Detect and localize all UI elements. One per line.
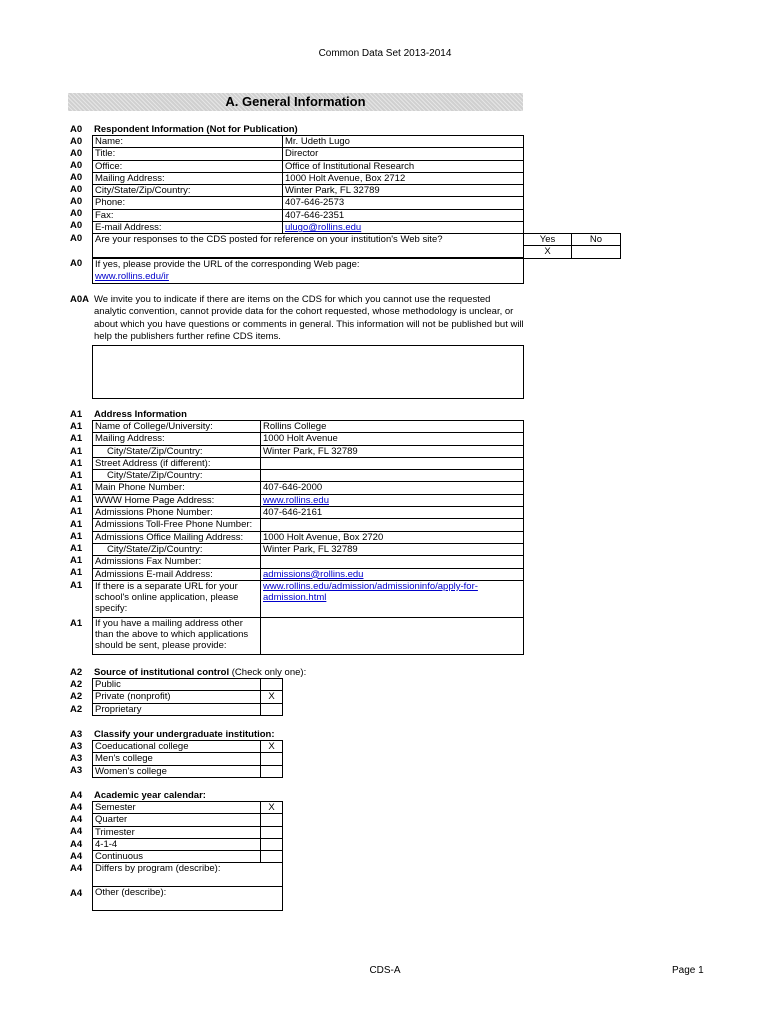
- table-row: [93, 753, 283, 765]
- posted-question-table: [92, 233, 621, 259]
- row-label: Fax:: [93, 209, 283, 221]
- row-label: City/State/Zip/Country:: [93, 185, 283, 197]
- table-row: [93, 482, 524, 494]
- option-label: Public: [93, 679, 261, 691]
- a0a-text: We invite you to indicate if there are items on the CDS for which you cannot use the requested analytic convention, cannot provide data for the cohort requested, whose methodology is unclear, or about which you have questions or comments in general. This information will not be published but will help the publishers further refine CDS items.: [94, 294, 524, 343]
- item-code: A1: [70, 580, 83, 591]
- item-code: A1: [70, 458, 83, 469]
- college-name-value[interactable]: Rollins College: [261, 421, 524, 433]
- item-code: A1: [70, 543, 83, 554]
- admissions-address-value[interactable]: 1000 Holt Avenue, Box 2720: [261, 531, 524, 543]
- url-prompt: If yes, please provide the URL of the corresponding Web page:: [95, 259, 360, 270]
- row-label: WWW Home Page Address:: [93, 494, 261, 506]
- item-code: A1: [70, 421, 83, 432]
- trimester-checkbox[interactable]: [261, 826, 283, 838]
- respondent-phone-value[interactable]: 407-646-2573: [283, 197, 524, 209]
- main-phone-value[interactable]: 407-646-2000: [261, 482, 524, 494]
- table-row: [93, 531, 524, 543]
- differs-by-program-field[interactable]: Differs by program (describe):: [93, 863, 283, 887]
- public-checkbox[interactable]: [261, 679, 283, 691]
- table-row: [93, 457, 524, 469]
- mailing-city-value[interactable]: Winter Park, FL 32789: [261, 445, 524, 457]
- home-page-link[interactable]: www.rollins.edu: [261, 494, 524, 506]
- a2-heading-note: (Check only one):: [229, 667, 307, 678]
- online-application-link[interactable]: www.rollins.edu/admission/admissioninfo/apply-for-admission.html: [261, 580, 524, 617]
- item-code: A0: [70, 233, 83, 244]
- control-table: [92, 678, 283, 716]
- row-label: Admissions Office Mailing Address:: [93, 531, 261, 543]
- item-code: A1: [70, 506, 83, 517]
- item-code: A2: [70, 679, 83, 690]
- admissions-fax-value[interactable]: [261, 556, 524, 568]
- option-label: Coeducational college: [93, 741, 261, 753]
- option-label: Women's college: [93, 765, 261, 777]
- item-code: A1: [70, 519, 83, 530]
- url-box: [92, 257, 524, 284]
- row-label: Name:: [93, 136, 283, 148]
- table-row: [93, 580, 524, 617]
- row-label: Name of College/University:: [93, 421, 261, 433]
- yes-label: Yes: [524, 234, 572, 246]
- row-label: Admissions Phone Number:: [93, 507, 261, 519]
- no-label: No: [572, 234, 621, 246]
- street-address-value[interactable]: [261, 457, 524, 469]
- row-label: E-mail Address:: [93, 222, 283, 234]
- other-describe-field[interactable]: Other (describe):: [93, 887, 283, 911]
- row-label: City/State/Zip/Country:: [93, 470, 261, 482]
- semester-checkbox[interactable]: X: [261, 802, 283, 814]
- item-code: A0: [70, 172, 83, 183]
- table-row: [93, 814, 283, 826]
- table-row: [93, 802, 283, 814]
- alt-address-value[interactable]: [261, 617, 524, 654]
- table-row: [93, 507, 524, 519]
- street-city-value[interactable]: [261, 470, 524, 482]
- a2-heading-text: Source of institutional control: [94, 667, 230, 678]
- a1-heading: Address Information: [94, 409, 187, 420]
- option-label: Semester: [93, 802, 261, 814]
- row-label: Phone:: [93, 197, 283, 209]
- proprietary-checkbox[interactable]: [261, 703, 283, 715]
- toll-free-value[interactable]: [261, 519, 524, 531]
- option-label: Quarter: [93, 814, 261, 826]
- item-code: A3: [70, 741, 83, 752]
- row-label: If you have a mailing address other than the above to which applications should be sent, please provide:: [93, 617, 261, 654]
- a0-heading: Respondent Information (Not for Publication): [94, 124, 298, 135]
- item-code: A4: [70, 790, 83, 801]
- table-row: [93, 136, 524, 148]
- respondent-title-value[interactable]: Director: [283, 148, 524, 160]
- table-row: [93, 543, 524, 555]
- table-row: [93, 617, 524, 654]
- item-code: A3: [70, 753, 83, 764]
- table-row: [93, 679, 283, 691]
- table-row: [93, 741, 283, 753]
- table-row: [93, 826, 283, 838]
- table-row: [93, 838, 283, 850]
- table-row: [93, 148, 524, 160]
- item-code: A1: [70, 555, 83, 566]
- four-one-four-checkbox[interactable]: [261, 838, 283, 850]
- table-row: [93, 568, 524, 580]
- item-code: A2: [70, 667, 83, 678]
- yes-checkbox[interactable]: X: [524, 246, 572, 258]
- table-row: [93, 887, 283, 911]
- option-label: Men's college: [93, 753, 261, 765]
- option-label: Proprietary: [93, 703, 261, 715]
- quarter-checkbox[interactable]: [261, 814, 283, 826]
- row-label: City/State/Zip/Country:: [93, 543, 261, 555]
- respondent-fax-value[interactable]: 407-646-2351: [283, 209, 524, 221]
- item-code: A3: [70, 729, 83, 740]
- table-row: [93, 691, 283, 703]
- item-code: A0: [70, 258, 83, 269]
- classify-table: [92, 740, 283, 778]
- option-label: Trimester: [93, 826, 261, 838]
- option-label: Continuous: [93, 851, 261, 863]
- item-code: A4: [70, 839, 83, 850]
- item-code: A0: [70, 160, 83, 171]
- respondent-email-link[interactable]: ulugo@rollins.edu: [283, 222, 524, 234]
- respondent-name-value[interactable]: Mr. Udeth Lugo: [283, 136, 524, 148]
- table-row: [93, 197, 524, 209]
- item-code: A4: [70, 814, 83, 825]
- row-label: If there is a separate URL for your school's online application, please specify:: [93, 580, 261, 617]
- table-row: [93, 209, 524, 221]
- item-code: A0: [70, 124, 83, 135]
- address-table: [92, 420, 524, 655]
- admissions-phone-value[interactable]: 407-646-2161: [261, 507, 524, 519]
- admissions-email-link[interactable]: admissions@rollins.edu: [261, 568, 524, 580]
- coeducational-checkbox[interactable]: X: [261, 741, 283, 753]
- item-code: A1: [70, 567, 83, 578]
- item-code: A4: [70, 802, 83, 813]
- table-row: [93, 470, 524, 482]
- item-code: A1: [70, 494, 83, 505]
- item-code: A4: [70, 851, 83, 862]
- calendar-table: [92, 801, 283, 911]
- item-code: A4: [70, 826, 83, 837]
- table-row: [93, 160, 524, 172]
- row-label: Admissions E-mail Address:: [93, 568, 261, 580]
- respondent-office-value[interactable]: Office of Institutional Research: [283, 160, 524, 172]
- item-code: A0: [70, 184, 83, 195]
- mens-college-checkbox[interactable]: [261, 753, 283, 765]
- item-code: A1: [70, 618, 83, 629]
- table-row: [93, 765, 283, 777]
- table-row: [93, 445, 524, 457]
- a4-heading: Academic year calendar:: [94, 790, 206, 801]
- item-code: A1: [70, 470, 83, 481]
- item-code: A4: [70, 863, 83, 874]
- table-row: [93, 703, 283, 715]
- item-code: A2: [70, 691, 83, 702]
- item-code: A0: [70, 220, 83, 231]
- item-code: A4: [70, 888, 83, 899]
- item-code: A0: [70, 136, 83, 147]
- row-label: Office:: [93, 160, 283, 172]
- mailing-address-value[interactable]: 1000 Holt Avenue: [261, 433, 524, 445]
- item-code: A3: [70, 765, 83, 776]
- row-label: Mailing Address:: [93, 433, 261, 445]
- respondent-city-value[interactable]: Winter Park, FL 32789: [283, 185, 524, 197]
- table-row: [93, 433, 524, 445]
- page-number: Page 1: [672, 965, 704, 976]
- row-label: Main Phone Number:: [93, 482, 261, 494]
- womens-college-checkbox[interactable]: [261, 765, 283, 777]
- private-nonprofit-checkbox[interactable]: X: [261, 691, 283, 703]
- respondent-address-value[interactable]: 1000 Holt Avenue, Box 2712: [283, 172, 524, 184]
- a3-heading: Classify your undergraduate institution:: [94, 729, 275, 740]
- table-row: [93, 185, 524, 197]
- item-code: A0A: [70, 294, 90, 305]
- row-label: Mailing Address:: [93, 172, 283, 184]
- table-row: [93, 421, 524, 433]
- option-label: 4-1-4: [93, 838, 261, 850]
- item-code: A1: [70, 482, 83, 493]
- a2-heading: [94, 667, 306, 678]
- row-label: City/State/Zip/Country:: [93, 445, 261, 457]
- section-title: A. General Information: [68, 93, 523, 111]
- item-code: A0: [70, 148, 83, 159]
- table-row: [93, 172, 524, 184]
- table-row: [93, 556, 524, 568]
- continuous-checkbox[interactable]: [261, 851, 283, 863]
- option-label: Private (nonprofit): [93, 691, 261, 703]
- respondent-table: [92, 135, 524, 234]
- table-row: [93, 863, 283, 887]
- item-code: A1: [70, 446, 83, 457]
- item-code: A2: [70, 704, 83, 715]
- item-code: A1: [70, 409, 83, 420]
- table-row: [93, 494, 524, 506]
- item-code: A0: [70, 208, 83, 219]
- ir-url-link[interactable]: www.rollins.edu/ir: [95, 270, 169, 282]
- posted-question-label: Are your responses to the CDS posted for reference on your institution's Web site?: [93, 234, 524, 259]
- admissions-city-value[interactable]: Winter Park, FL 32789: [261, 543, 524, 555]
- page-header: Common Data Set 2013-2014: [318, 48, 452, 59]
- table-row: [93, 519, 524, 531]
- no-checkbox[interactable]: [572, 246, 621, 258]
- row-label: Street Address (if different):: [93, 457, 261, 469]
- row-label: Title:: [93, 148, 283, 160]
- item-code: A0: [70, 196, 83, 207]
- row-label: Admissions Fax Number:: [93, 556, 261, 568]
- footer-section-label: CDS-A: [369, 965, 401, 976]
- row-label: Admissions Toll-Free Phone Number:: [93, 519, 261, 531]
- comments-textarea[interactable]: [92, 345, 524, 399]
- item-code: A1: [70, 433, 83, 444]
- table-row: [93, 234, 621, 246]
- table-row: [93, 851, 283, 863]
- item-code: A1: [70, 531, 83, 542]
